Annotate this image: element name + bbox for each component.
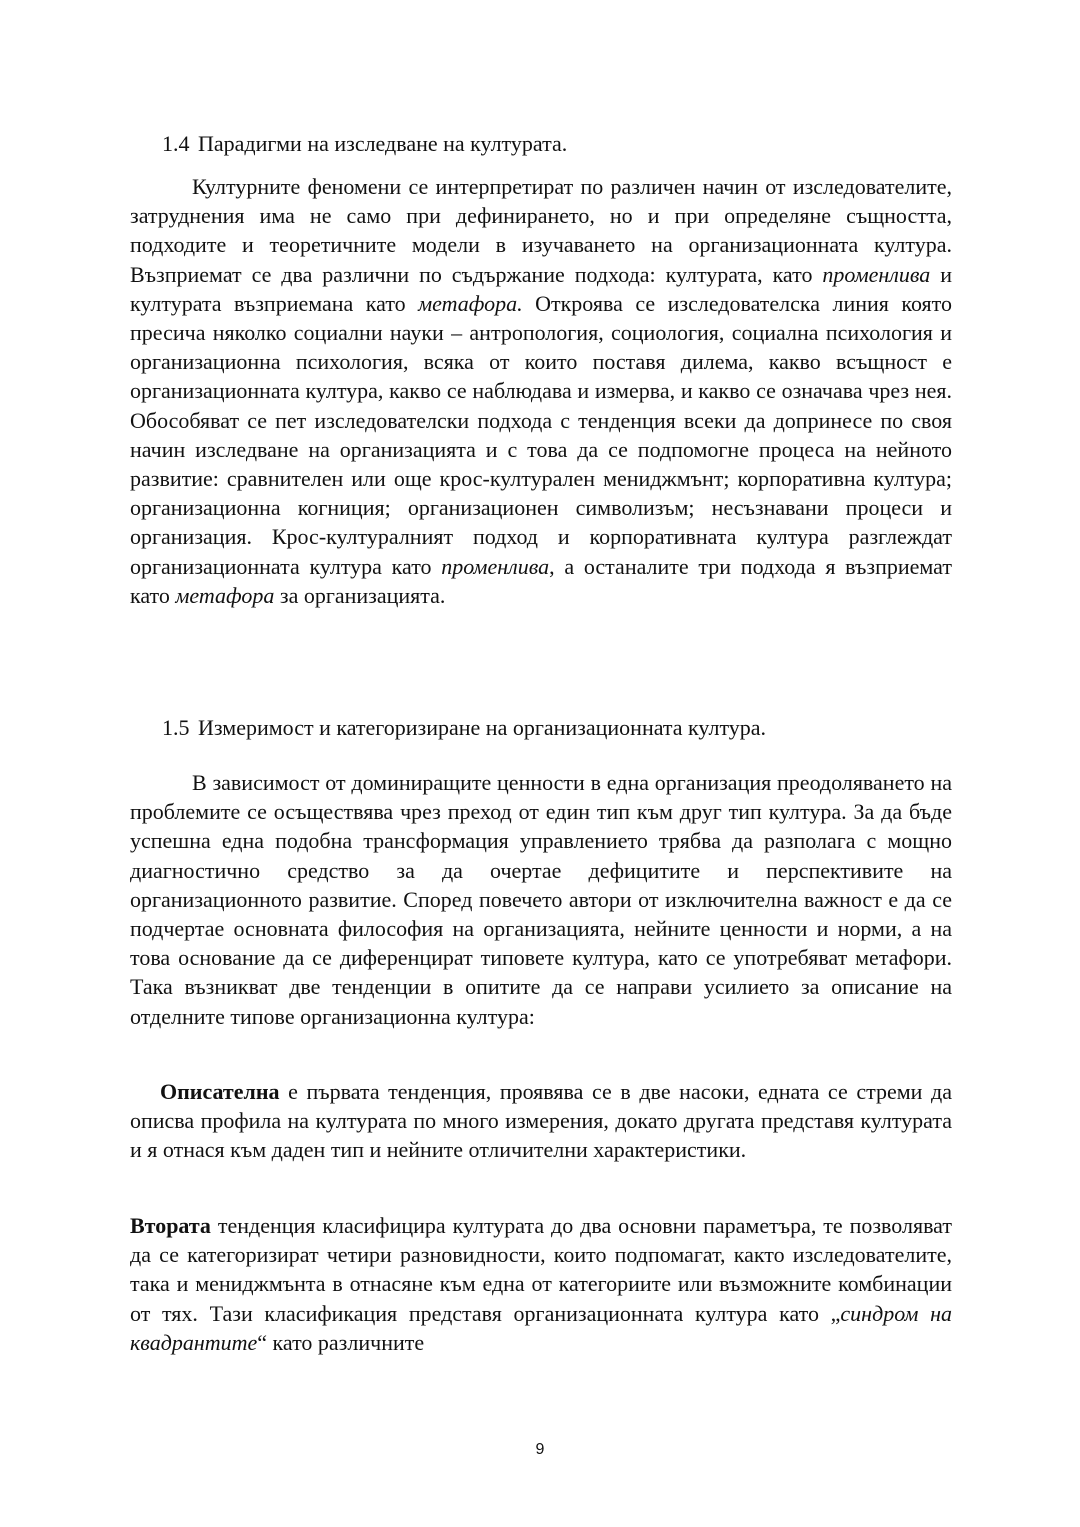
text-run: , а останалите три подхода я възприемат като (130, 553, 952, 608)
text-run: “ като различните (257, 1329, 425, 1355)
bold-term: Описателна (160, 1079, 280, 1104)
italic-term: метафора. (418, 290, 523, 316)
section-heading-1-4 (162, 130, 567, 158)
text-run: и културата възприемана като (130, 261, 952, 316)
text-run: Културните феномени се интерпретират по различен начин от изследователите, затруднения има не само при дефинирането, но и при определяне същността, подходите и теоретичните модели в изучаването на организационната култура. Възприемат се два различни по съдържание подхода: културата, като (130, 174, 952, 287)
section-number: 1.5 (162, 715, 190, 740)
section-number: 1.4 (162, 131, 190, 156)
section-title: Измеримост и категоризиране на организационната култура. (198, 715, 767, 740)
section-heading-1-5 (162, 714, 766, 742)
section-title: Парадигми на изследване на културата. (198, 131, 568, 156)
italic-term: метафора (175, 582, 275, 608)
bold-term: Втората (130, 1213, 211, 1238)
italic-term: променлива (441, 553, 550, 579)
paragraph-second-tendency (130, 1211, 952, 1357)
italic-term: синдром на квадрантите (130, 1300, 952, 1355)
text-run: е първата тенденция, проявява се в две насоки, едната се стреми да описва профила на културата по много измерения, докато другата представя културата и я отнася към даден тип и нейните отличителни характеристики. (130, 1079, 952, 1163)
paragraph-measurability: В зависимост от доминиращите ценности в една организация преодоляването на проблемите се осъществява чрез преход от един тип към друг тип култура. За да бъде успешна една подобна трансформация управлението трябва да разполага с мощно диагностично средство за да очертае дефицитите и перспективите на организационното развитие. Според повечето автори от изключителна важност е да се подчертае основната философия на организацията, нейните ценности и норми, а на това основание да се диференцират типовете култура, като се употребяват метафори. Така възникват две тенденции в опитите да се направи усилието за описание на отделните типове организационна култура: (130, 770, 952, 1029)
page-number: 9 (535, 1441, 545, 1458)
text-run: Откроява се изследователска линия която пресича няколко социални науки – антропология, социология, социална психология и организационна психология, всяка от които поставя дилема, какво всъщност е организационната култура, какво се наблюдава и измерва, и какво се означава чрез нея. Обособяват се пет изследователски подхода с тенденция всеки да допринесе по своя начин изследване на организацията и с това да се подпомогне процеса на нейното развитие: сравнителен или още крос-културален мениджмънт; корпоративна култура; организационна когниция; организационен символизъм; несъзнавани процеси и организация. Крос-културалният подход и корпоративната култура разглеждат организационната култура като (130, 290, 952, 579)
paragraph-paradigms (130, 172, 952, 610)
paragraph-descriptive (130, 1077, 952, 1165)
text-run: тенденция класифицира културата до два основни параметъра, те позволяват да се категоризират четири разновидности, които подпомагат, както изследователите, така и мениджмънта в отнасяне към една от категориите или възможните комбинации от тях. Тази класификация представя организационната култура като „ (130, 1213, 952, 1326)
text-run: за организацията. (274, 582, 446, 608)
italic-term: променлива (822, 261, 931, 287)
